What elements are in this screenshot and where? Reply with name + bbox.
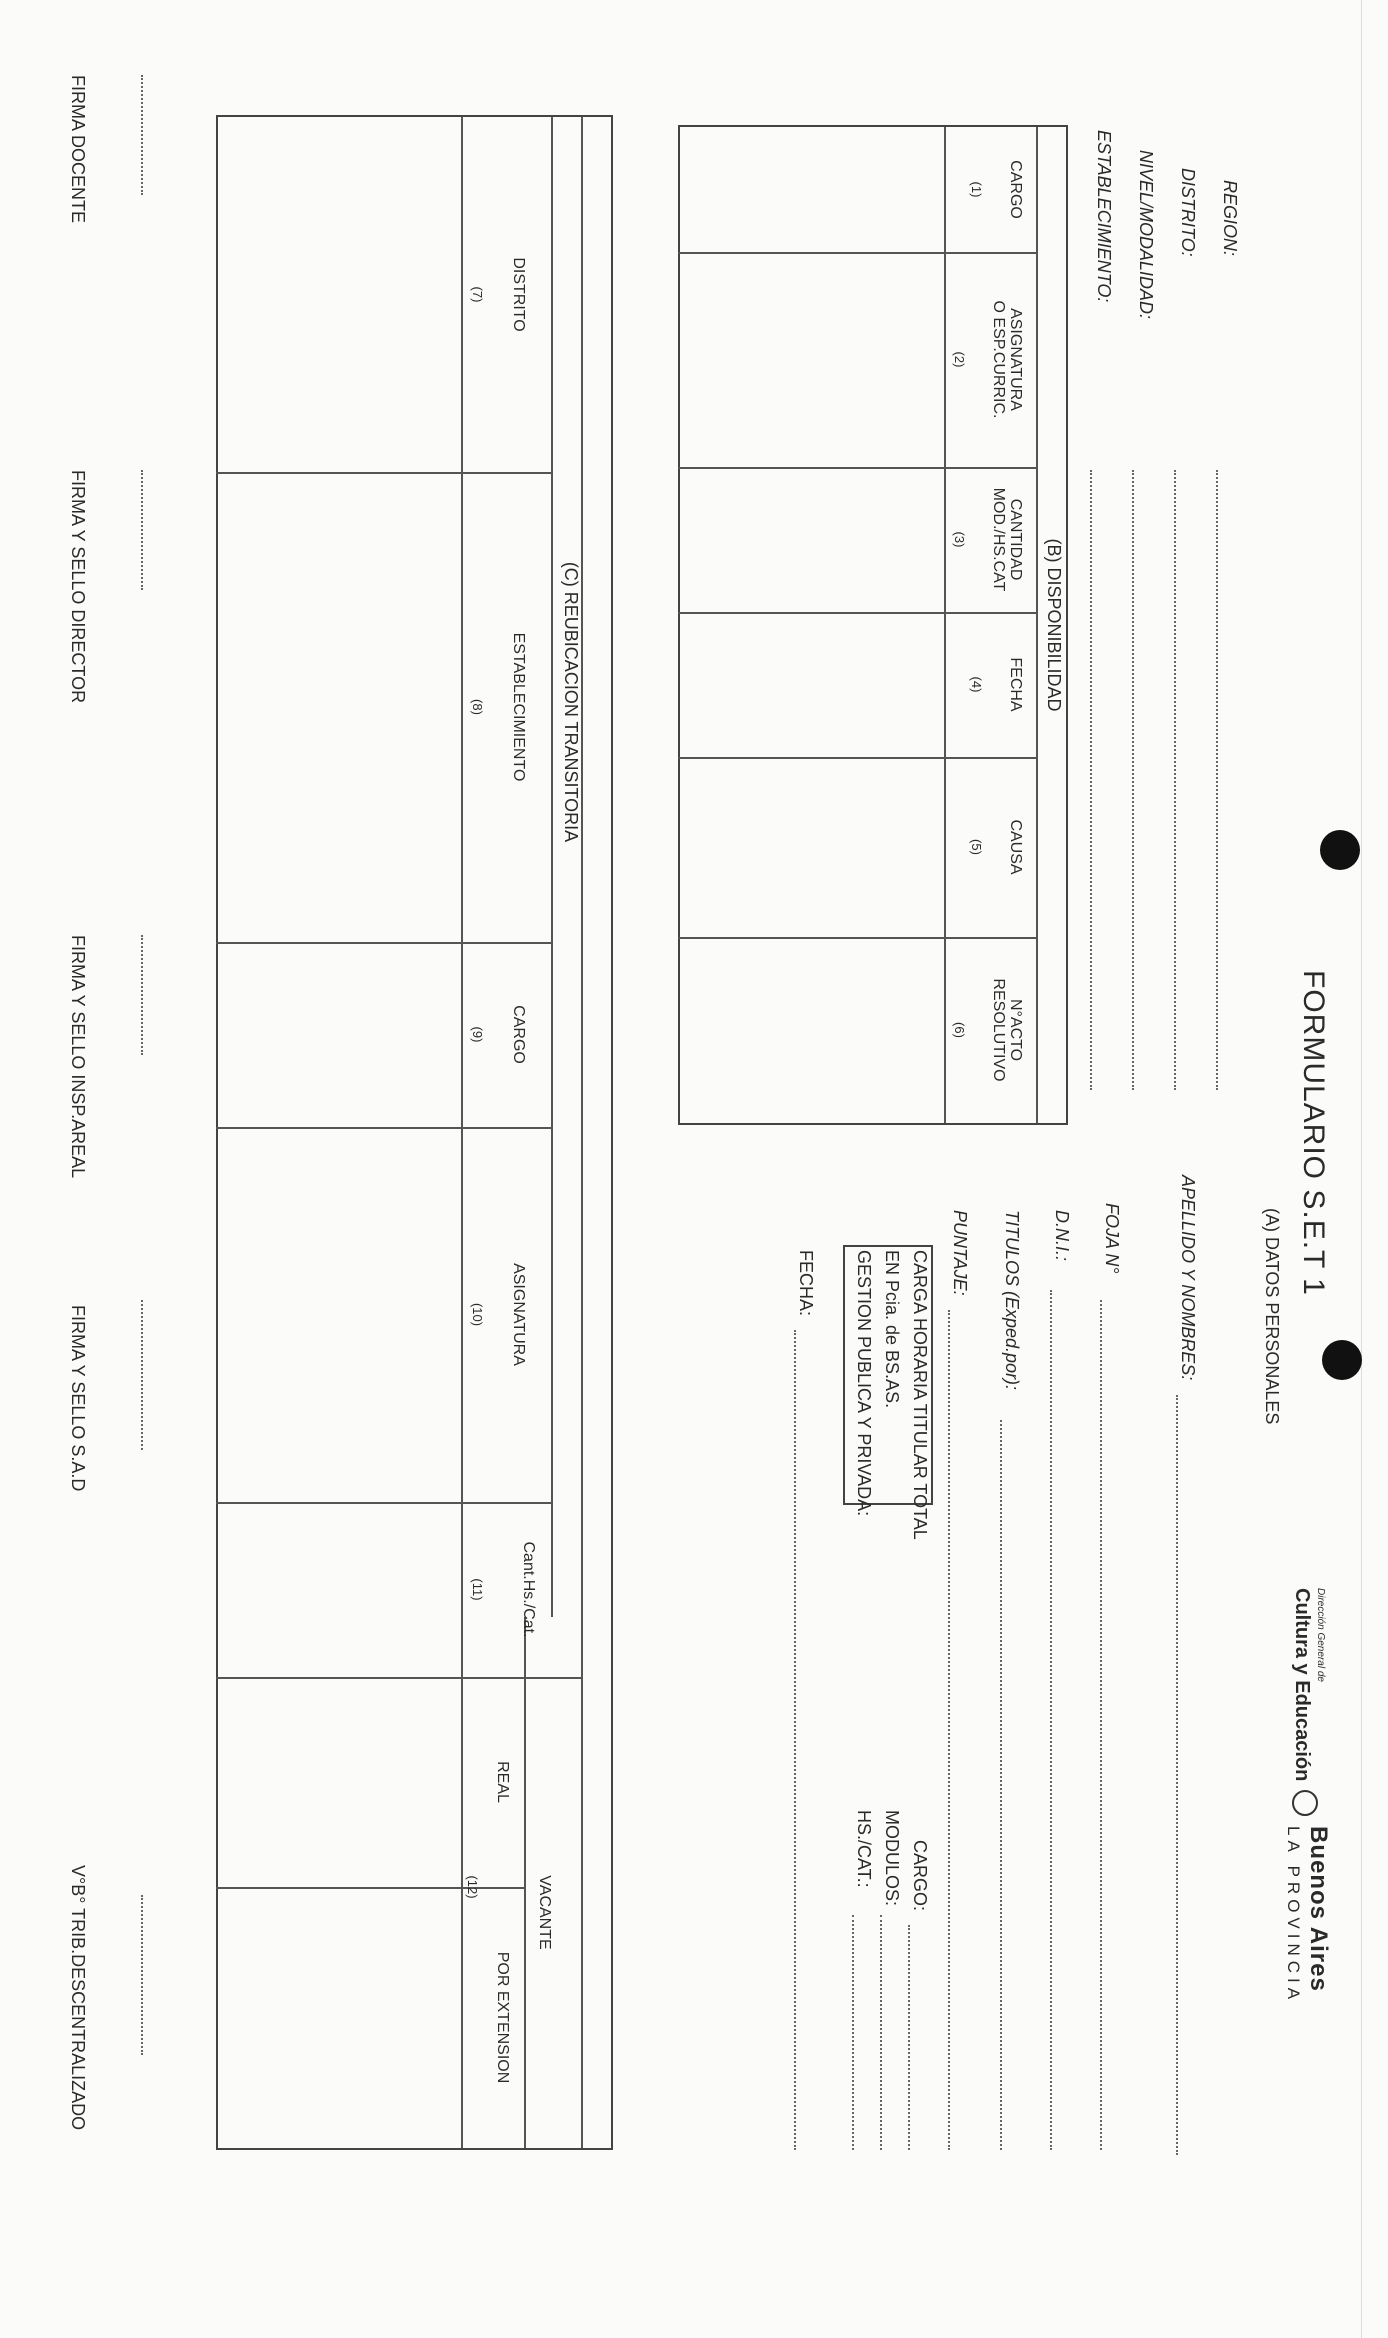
foja-field[interactable] xyxy=(1100,1300,1102,2150)
cargo-field[interactable] xyxy=(908,1925,910,2150)
col-acto-header: N°ACTO RESOLUTIVO (6) xyxy=(952,978,1024,1082)
col-cantidad-header: CANTIDAD MOD./HS.CAT (3) xyxy=(952,487,1024,592)
titulos-label: TITULOS (Exped.por): xyxy=(1002,1210,1022,1391)
reub-cell-real[interactable] xyxy=(218,1679,461,1887)
firma-docente-label: FIRMA DOCENTE xyxy=(68,75,88,224)
nivel-field[interactable] xyxy=(1132,470,1134,1090)
vacante-real-header: REAL xyxy=(494,1761,511,1803)
firma-director-label: FIRMA Y SELLO DIRECTOR xyxy=(68,470,88,704)
col-cargo-c-header: CARGO (9) xyxy=(470,1005,527,1064)
logo-main-text: Cultura y Educación xyxy=(1291,1588,1313,1782)
establecimiento-label: ESTABLECIMIENTO: xyxy=(1094,130,1114,303)
distrito-field[interactable] xyxy=(1174,470,1176,1090)
logo-brand-sub: LA PROVINCIA xyxy=(1284,1826,1303,2005)
vacante-header: VACANTE xyxy=(536,1875,553,1950)
disp-cell-acto[interactable] xyxy=(680,939,944,1123)
hscat-field[interactable] xyxy=(852,1915,854,2150)
carga-line-1: CARGA HORARIA TITULAR TOTAL xyxy=(910,1250,930,1540)
section-c-title: (C) REUBICACION TRANSITORIA xyxy=(561,561,581,843)
establecimiento-field[interactable] xyxy=(1090,470,1092,1090)
firma-sad-line[interactable] xyxy=(141,1300,143,1450)
puntaje-field[interactable] xyxy=(948,1310,950,2150)
firma-docente-line[interactable] xyxy=(141,75,143,195)
disp-cell-fecha[interactable] xyxy=(680,614,944,757)
vacante-extension-header: POR EXTENSION xyxy=(494,1951,511,2084)
col-cargo-header: CARGO (1) xyxy=(969,160,1024,219)
reub-cell-cant[interactable] xyxy=(218,1504,461,1677)
modulos-label: MODULOS: xyxy=(882,1810,902,1907)
disp-cell-cantidad[interactable] xyxy=(680,469,944,612)
fecha-field[interactable] xyxy=(794,1330,796,2150)
disp-cell-cargo[interactable] xyxy=(680,127,944,252)
firma-sad-label: FIRMA Y SELLO S.A.D xyxy=(68,1305,88,1492)
distrito-label: DISTRITO: xyxy=(1178,168,1198,257)
disp-cell-causa[interactable] xyxy=(680,759,944,937)
col-establecimiento-header: ESTABLECIMIENTO (8) xyxy=(470,632,527,782)
col-causa-header: CAUSA (5) xyxy=(969,819,1024,875)
disponibilidad-table xyxy=(678,125,1068,1125)
reubicacion-table xyxy=(216,115,613,2150)
carga-line-3: GESTION PUBLICA Y PRIVADA: xyxy=(854,1250,874,1517)
col-distrito-header: DISTRITO (7) xyxy=(470,257,527,332)
dni-label: D.N.I.: xyxy=(1052,1210,1072,1262)
scan-line xyxy=(1361,0,1362,2338)
reubicacion-top-band xyxy=(583,117,611,2148)
vacante-num: (12) xyxy=(465,1875,480,1899)
firma-director-line[interactable] xyxy=(141,470,143,590)
binder-hole-1 xyxy=(1320,830,1360,870)
binder-hole-2 xyxy=(1322,1340,1362,1380)
reub-cell-cargo[interactable] xyxy=(218,944,461,1127)
nivel-label: NIVEL/MODALIDAD: xyxy=(1136,150,1156,320)
reub-cell-asignatura[interactable] xyxy=(218,1129,461,1502)
hscat-label: HS./CAT.: xyxy=(854,1810,874,1888)
section-a-title: (A) DATOS PERSONALES xyxy=(1262,1208,1282,1425)
puntaje-label: PUNTAJE: xyxy=(950,1210,970,1296)
apellido-field[interactable] xyxy=(1176,1395,1178,2155)
col-asignatura-header: ASIGNATURA O ESP.CURRIC. (2) xyxy=(952,300,1024,419)
firma-inspector-label: FIRMA Y SELLO INSP.AREAL xyxy=(68,935,88,1179)
reub-cell-distrito[interactable] xyxy=(218,117,461,472)
col-cant-header: Cant.Hs./Cat. (11) xyxy=(470,1541,537,1638)
col-asignatura-c-header: ASIGNATURA (10) xyxy=(470,1263,527,1366)
cargo-label: CARGO: xyxy=(910,1840,930,1912)
region-field[interactable] xyxy=(1216,470,1218,1090)
vb-tribunal-label: V°B° TRIB.DESCENTRALIZADO xyxy=(68,1865,88,2131)
dni-field[interactable] xyxy=(1050,1290,1052,2150)
apellido-label: APELLIDO Y NOMBRES: xyxy=(1178,1175,1198,1381)
modulos-field[interactable] xyxy=(880,1915,882,2150)
region-label: REGION: xyxy=(1220,180,1240,257)
reub-cell-establecimiento[interactable] xyxy=(218,474,461,942)
form-title: FORMULARIO S.E.T 1 xyxy=(1297,970,1330,1296)
fecha-label: FECHA: xyxy=(796,1250,816,1317)
titulos-field[interactable] xyxy=(1000,1420,1002,2150)
logo-small-text: Dirección General de xyxy=(1315,1588,1326,1682)
carga-line-2: EN Pcia. de BS.AS. xyxy=(882,1250,902,1409)
reub-cell-extension[interactable] xyxy=(218,1889,461,2148)
vb-tribunal-line[interactable] xyxy=(141,1895,143,2055)
col-fecha-header: FECHA (4) xyxy=(969,657,1024,712)
section-b-title: (B) DISPONIBILIDAD xyxy=(1044,538,1064,712)
province-seal-icon xyxy=(1292,1790,1318,1816)
foja-label: FOJA N° xyxy=(1102,1203,1122,1274)
disp-cell-asignatura[interactable] xyxy=(680,254,944,467)
logo-brand: Buenos Aires xyxy=(1305,1826,1332,1992)
firma-inspector-line[interactable] xyxy=(141,935,143,1055)
